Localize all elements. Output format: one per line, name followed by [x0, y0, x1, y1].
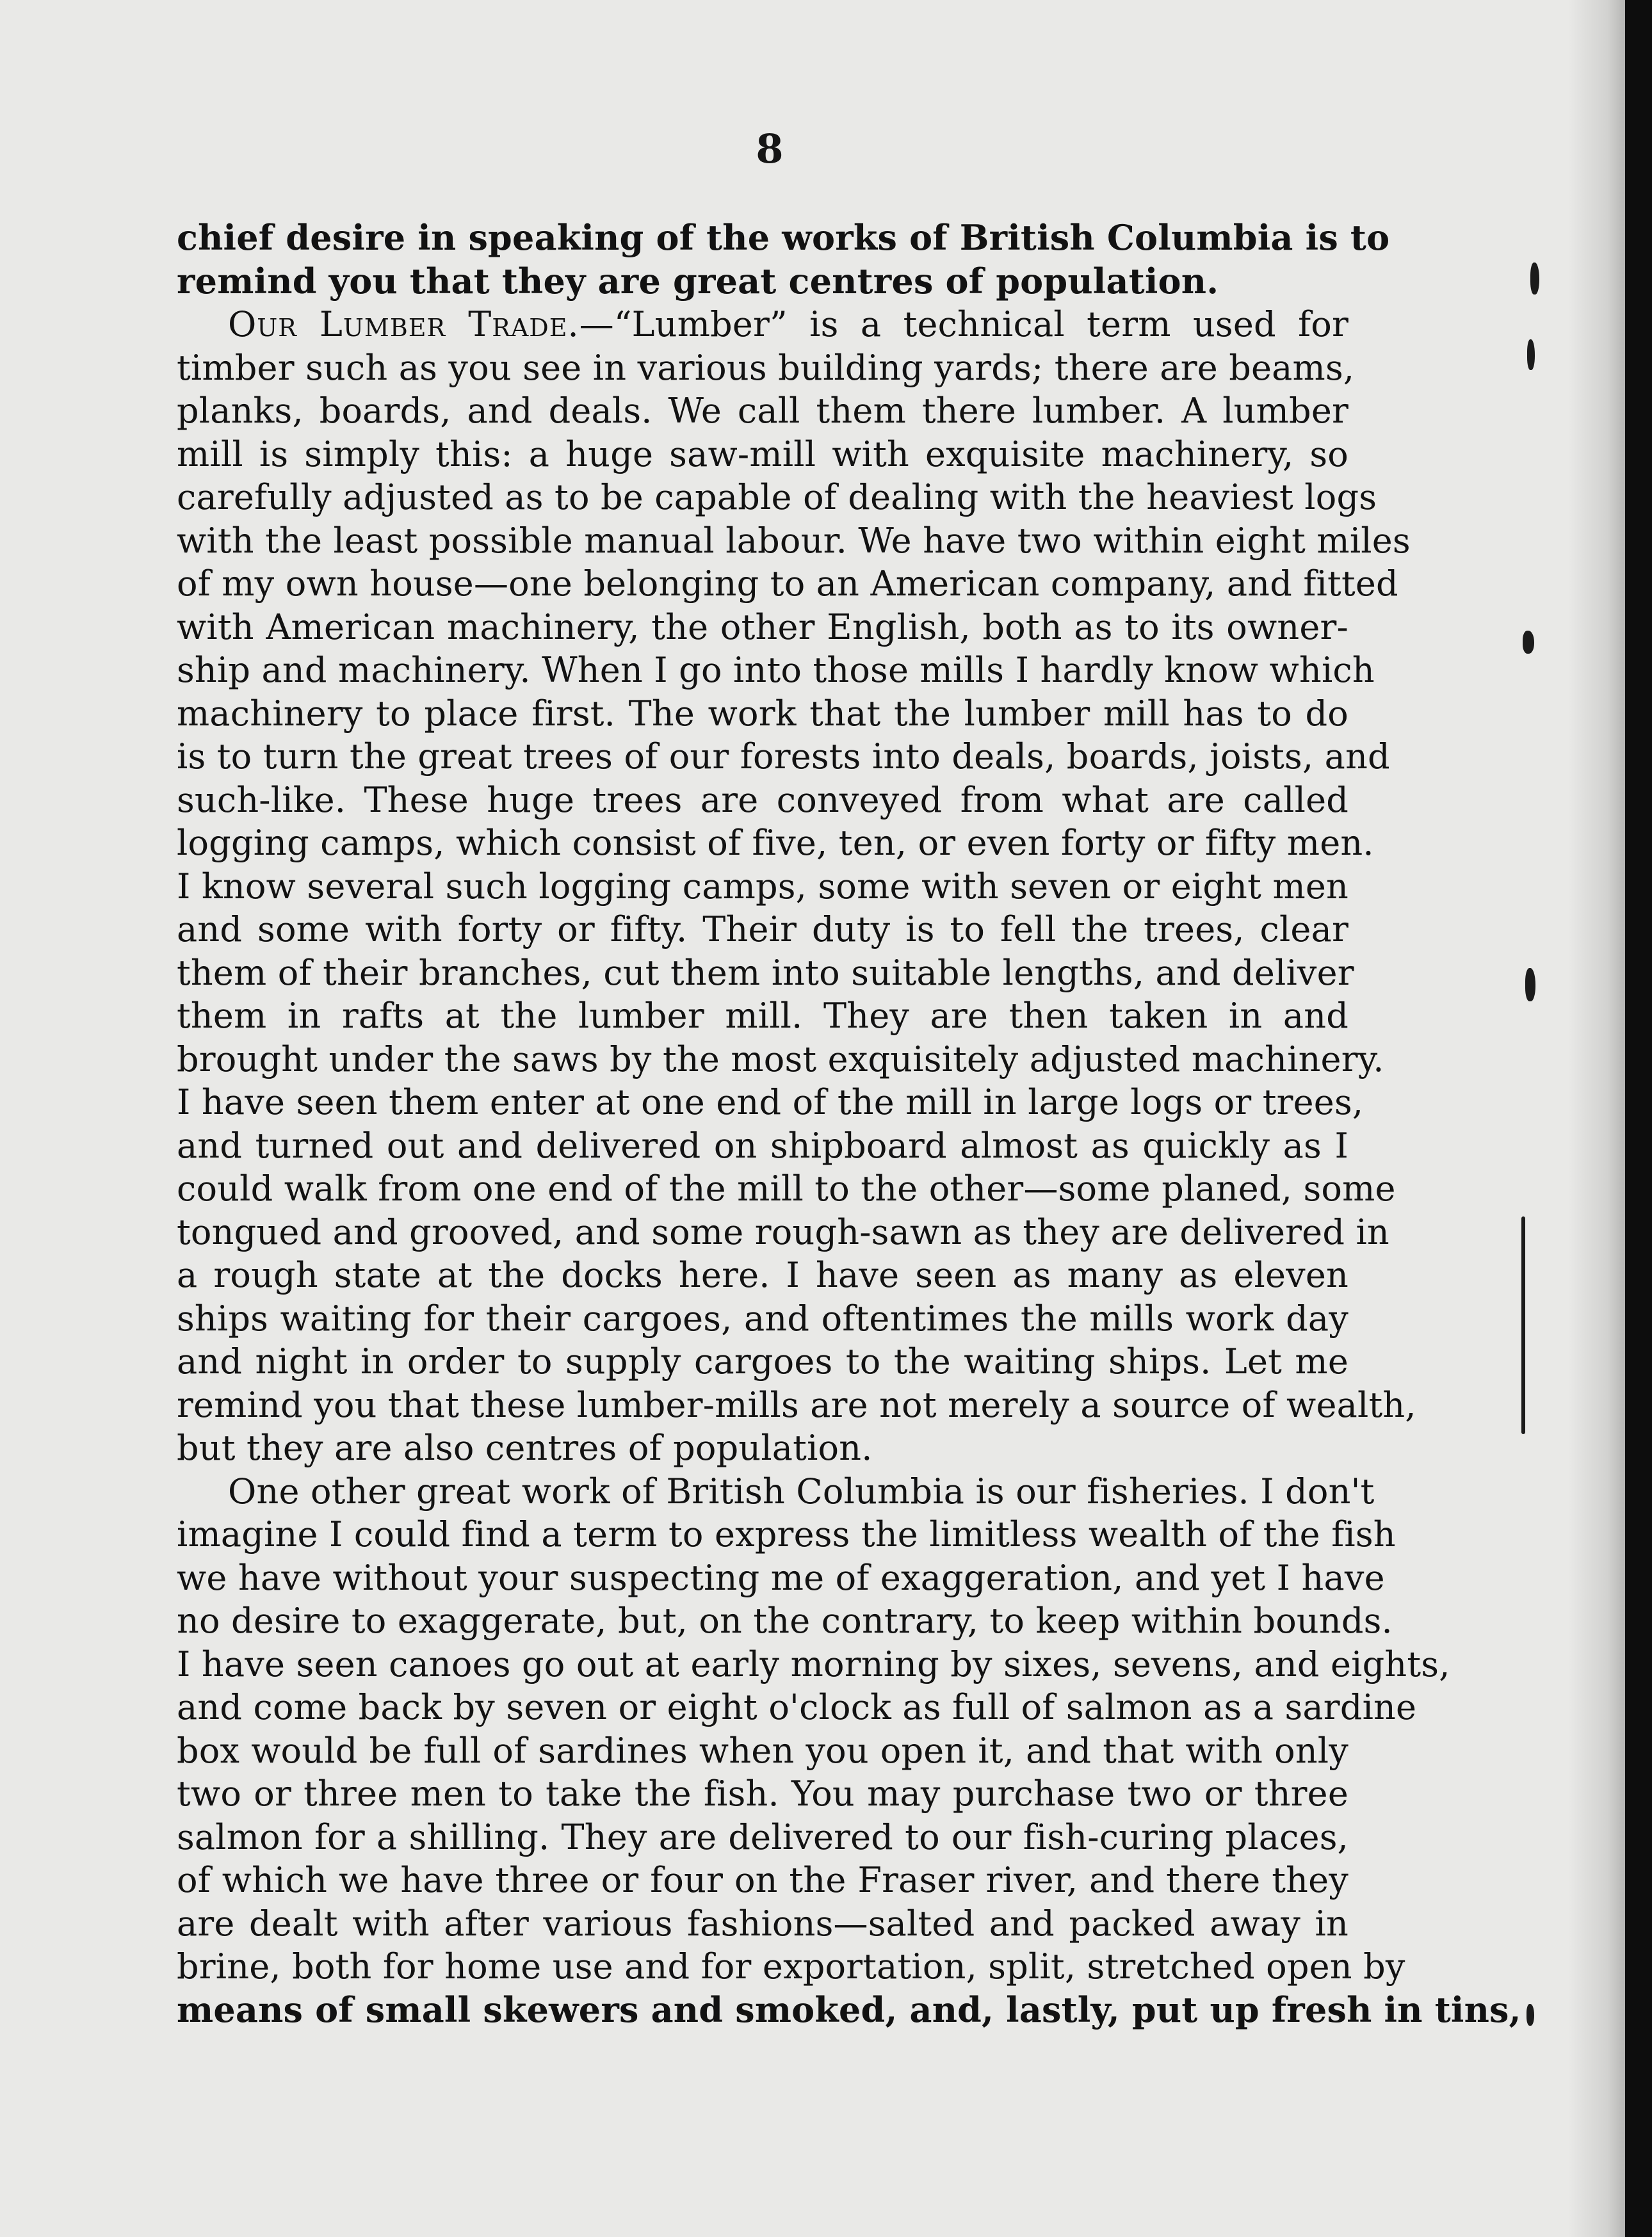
text-run: —“Lumber” is a technical term used for — [579, 304, 1348, 344]
text-line: brought under the saws by the most exquisitely adjusted machinery. — [177, 1038, 1384, 1079]
text-line: could walk from one end of the mill to the other—some planed, some — [177, 1168, 1396, 1209]
text-line: I know several such logging camps, some with seven or eight men — [177, 866, 1348, 907]
page-body — [177, 216, 1521, 2169]
text-line: are dealt with after various fashions—salted and packed away in — [177, 1903, 1348, 1944]
text-line: and come back by seven or eight o'clock as full of salmon as a sardine — [177, 1687, 1417, 1727]
margin-mark — [1527, 339, 1535, 370]
text-line: but they are also centres of population. — [177, 1428, 873, 1468]
paragraph — [177, 1470, 1521, 2032]
paragraph — [177, 216, 1390, 303]
text-line: timber such as you see in various building yards; there are beams, — [177, 347, 1355, 388]
text-line: carefully adjusted as to be capable of dealing with the heaviest logs — [177, 477, 1377, 517]
text-line: such-like. These huge trees are conveyed from what are called — [177, 779, 1348, 820]
section-heading: Our Lumber Trade. — [228, 304, 579, 344]
text-line: machinery to place first. The work that the lumber mill has to do — [177, 693, 1348, 734]
text-line: box would be full of sardines when you open it, and that with only — [177, 1730, 1348, 1771]
text-line: and turned out and delivered on shipboard almost as quickly as I — [177, 1125, 1348, 1166]
text-line: tongued and grooved, and some rough-sawn as they are delivered in — [177, 1211, 1389, 1252]
margin-mark — [1530, 262, 1539, 295]
text-line: ship and machinery. When I go into those mills I hardly know which — [177, 650, 1375, 690]
paragraph — [177, 303, 1416, 1470]
binding-edge — [1625, 0, 1652, 2237]
text-line: remind you that they are great centres of population. — [177, 260, 1219, 302]
text-line: and some with forty or fifty. Their duty is to fell the trees, clear — [177, 909, 1348, 949]
binding-shadow — [1567, 0, 1625, 2237]
margin-mark — [1523, 631, 1534, 654]
text-line: planks, boards, and deals. We call them there lumber. A lumber — [177, 391, 1348, 431]
text-line: brine, both for home use and for exportation, split, stretched open by — [177, 1946, 1405, 1987]
text-line: ships waiting for their cargoes, and oftentimes the mills work day — [177, 1298, 1348, 1339]
page-number: 8 — [756, 125, 784, 172]
text-line: with American machinery, the other English, both as to its owner- — [177, 606, 1348, 647]
text-line: we have without your suspecting me of exaggeration, and yet I have — [177, 1557, 1385, 1598]
text-line: imagine I could find a term to express the limitless wealth of the fish — [177, 1514, 1396, 1555]
text-line: One other great work of British Columbia is our fisheries. I don't — [228, 1471, 1375, 1512]
text-line: logging camps, which consist of five, ten, or even forty or fifty men. — [177, 823, 1374, 863]
text-line: and night in order to supply cargoes to the waiting ships. Let me — [177, 1341, 1348, 1382]
text-line: a rough state at the docks here. I have seen as many as eleven — [177, 1255, 1348, 1295]
text-line: salmon for a shilling. They are delivered to our fish-curing places, — [177, 1816, 1348, 1857]
text-line: of my own house—one belonging to an American company, and fitted — [177, 563, 1398, 604]
text-line: them in rafts at the lumber mill. They are then taken in and — [177, 996, 1348, 1036]
margin-mark — [1521, 1216, 1525, 1434]
text-line: with the least possible manual labour. We have two within eight miles — [177, 520, 1411, 561]
margin-mark — [1525, 968, 1535, 1001]
text-line: remind you that these lumber-mills are not merely a source of wealth, — [177, 1384, 1416, 1425]
text-line: two or three men to take the fish. You may purchase two or three — [177, 1773, 1348, 1814]
text-line: I have seen canoes go out at early morning by sixes, sevens, and eights, — [177, 1643, 1450, 1684]
text-line: mill is simply this: a huge saw-mill with exquisite machinery, so — [177, 433, 1348, 474]
margin-mark — [1526, 2004, 1534, 2026]
text-line: I have seen them enter at one end of the mill in large logs or trees, — [177, 1082, 1364, 1122]
text-line: chief desire in speaking of the works of British Columbia is to — [177, 217, 1390, 258]
text-line: is to turn the great trees of our forests into deals, boards, joists, and — [177, 736, 1390, 777]
text-line: them of their branches, cut them into suitable lengths, and deliver — [177, 952, 1354, 993]
text-line: means of small skewers and smoked, and, lastly, put up fresh in tins, — [177, 1989, 1521, 2030]
text-line: no desire to exaggerate, but, on the contrary, to keep within bounds. — [177, 1601, 1393, 1641]
text-line: of which we have three or four on the Fraser river, and there they — [177, 1860, 1348, 1900]
text-line — [177, 303, 1348, 346]
